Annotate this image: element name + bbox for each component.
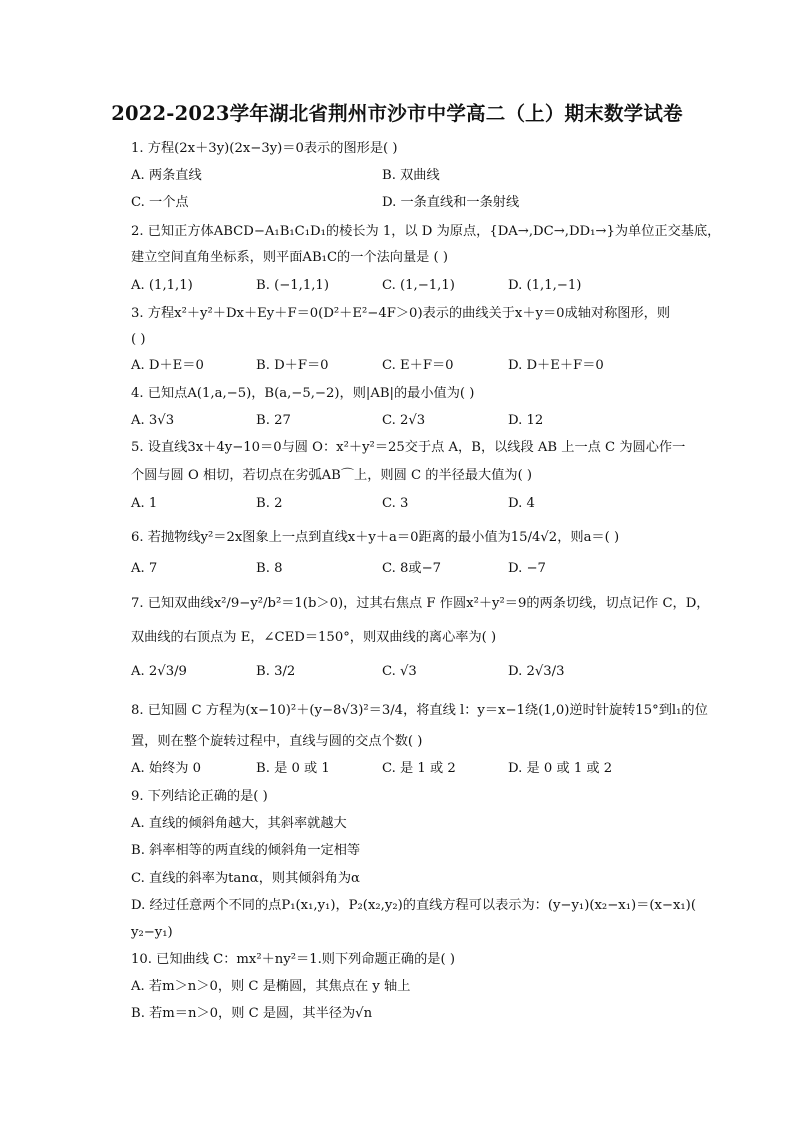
question-8-stem-line-2: 置，则在整个旋转过程中，直线与圆的交点个数( ) xyxy=(131,734,423,749)
question-9-option-d-line-2: y₂−y₁) xyxy=(131,925,173,940)
question-3-option-b: B. D＋F＝0 xyxy=(256,358,329,373)
question-4-option-a: A. 3√3 xyxy=(131,413,175,428)
question-9-option-c: C. 直线的斜率为tanα，则其倾斜角为α xyxy=(131,871,360,886)
question-7-stem-line-2: 双曲线的右顶点为 E，∠CED＝150°，则双曲线的离心率为( ) xyxy=(131,630,497,645)
question-2-option-d: D. (1,1,−1) xyxy=(508,278,582,293)
question-1-option-a: A. 两条直线 xyxy=(131,168,202,183)
question-1-stem: 1. 方程(2x＋3y)(2x−3y)＝0表示的图形是( ) xyxy=(131,141,398,156)
question-8-option-c: C. 是 1 或 2 xyxy=(382,761,456,776)
question-9-option-a: A. 直线的倾斜角越大，其斜率就越大 xyxy=(131,816,347,831)
question-9-option-d-line-1: D. 经过任意两个不同的点P₁(x₁,y₁)，P₂(x₂,y₂)的直线方程可以表示为：(y−y₁)(x₂−x₁)＝(x−x₁)( xyxy=(131,898,696,913)
question-3-option-a: A. D＋E＝0 xyxy=(131,358,204,373)
question-5-option-d: D. 4 xyxy=(508,496,535,511)
question-8-option-d: D. 是 0 或 1 或 2 xyxy=(508,761,613,776)
question-5-option-b: B. 2 xyxy=(256,496,283,511)
question-7-option-b: B. 3/2 xyxy=(256,664,296,679)
question-10-stem: 10. 已知曲线 C：mx²＋ny²＝1.则下列命题正确的是( ) xyxy=(131,952,455,967)
question-1-option-b: B. 双曲线 xyxy=(382,168,440,183)
question-6-option-c: C. 8或−7 xyxy=(382,561,442,576)
question-3-option-c: C. E＋F＝0 xyxy=(382,358,454,373)
question-10-option-b: B. 若m＝n＞0，则 C 是圆，其半径为√n xyxy=(131,1006,373,1021)
question-2-option-b: B. (−1,1,1) xyxy=(256,278,329,293)
question-4-option-d: D. 12 xyxy=(508,413,544,428)
question-5-option-a: A. 1 xyxy=(131,496,158,511)
question-5-option-c: C. 3 xyxy=(382,496,409,511)
question-4-option-c: C. 2√3 xyxy=(382,413,426,428)
question-1-option-d: D. 一条直线和一条射线 xyxy=(382,195,520,210)
question-3-option-d: D. D＋E＋F＝0 xyxy=(508,358,604,373)
question-6-option-a: A. 7 xyxy=(131,561,158,576)
question-7-option-d: D. 2√3/3 xyxy=(508,664,565,679)
question-7-option-a: A. 2√3/9 xyxy=(131,664,187,679)
question-2-stem-line-2: 建立空间直角坐标系，则平面AB₁C的一个法向量是 ( ) xyxy=(131,250,449,265)
question-2-stem-line-1: 2. 已知正方体ABCD−A₁B₁C₁D₁的棱长为 1，以 D 为原点，{DA→,DC→,DD₁→}为单位正交基底， xyxy=(131,224,721,239)
question-9-stem: 9. 下列结论正确的是( ) xyxy=(131,789,268,804)
question-3-stem-line-2: ( ) xyxy=(131,332,146,347)
question-9-option-b: B. 斜率相等的两直线的倾斜角一定相等 xyxy=(131,843,361,858)
question-6-stem: 6. 若抛物线y²＝2x图象上一点到直线x＋y＋a＝0距离的最小值为15/4√2，则a＝( ) xyxy=(131,530,620,545)
question-4-option-b: B. 27 xyxy=(256,413,291,428)
question-8-stem-line-1: 8. 已知圆 C 方程为(x−10)²＋(y−8√3)²＝3/4，将直线 l：y＝x−1绕(1,0)逆时针旋转15°到l₁的位 xyxy=(131,703,708,718)
question-6-option-d: D. −7 xyxy=(508,561,546,576)
question-4-stem: 4. 已知点A(1,a,−5)，B(a,−5,−2)，则|AB|的最小值为( ) xyxy=(131,386,475,401)
page-title: 2022-2023学年湖北省荆州市沙市中学高二（上）期末数学试卷 xyxy=(111,102,683,125)
question-2-option-c: C. (1,−1,1) xyxy=(382,278,455,293)
question-1-option-c: C. 一个点 xyxy=(131,195,189,210)
question-5-stem-line-1: 5. 设直线3x＋4y−10＝0与圆 O：x²＋y²＝25交于点 A，B，以线段 AB 上一点 C 为圆心作一 xyxy=(131,440,686,455)
question-6-option-b: B. 8 xyxy=(256,561,283,576)
question-7-stem-line-1: 7. 已知双曲线x²/9−y²/b²＝1(b＞0)，过其右焦点 F 作圆x²＋y²＝9的两条切线，切点记作 C，D， xyxy=(131,596,710,611)
question-5-stem-line-2: 个圆与圆 O 相切，若切点在劣弧AB⌒上，则圆 C 的半径最大值为( ) xyxy=(131,468,533,483)
question-7-option-c: C. √3 xyxy=(382,664,417,679)
question-2-option-a: A. (1,1,1) xyxy=(131,278,193,293)
question-3-stem-line-1: 3. 方程x²＋y²＋Dx＋Ey＋F＝0(D²＋E²−4F＞0)表示的曲线关于x＋y＝0成轴对称图形，则 xyxy=(131,306,671,321)
question-8-option-b: B. 是 0 或 1 xyxy=(256,761,330,776)
question-10-option-a: A. 若m＞n＞0，则 C 是椭圆，其焦点在 y 轴上 xyxy=(131,979,411,994)
question-8-option-a: A. 始终为 0 xyxy=(131,761,202,776)
